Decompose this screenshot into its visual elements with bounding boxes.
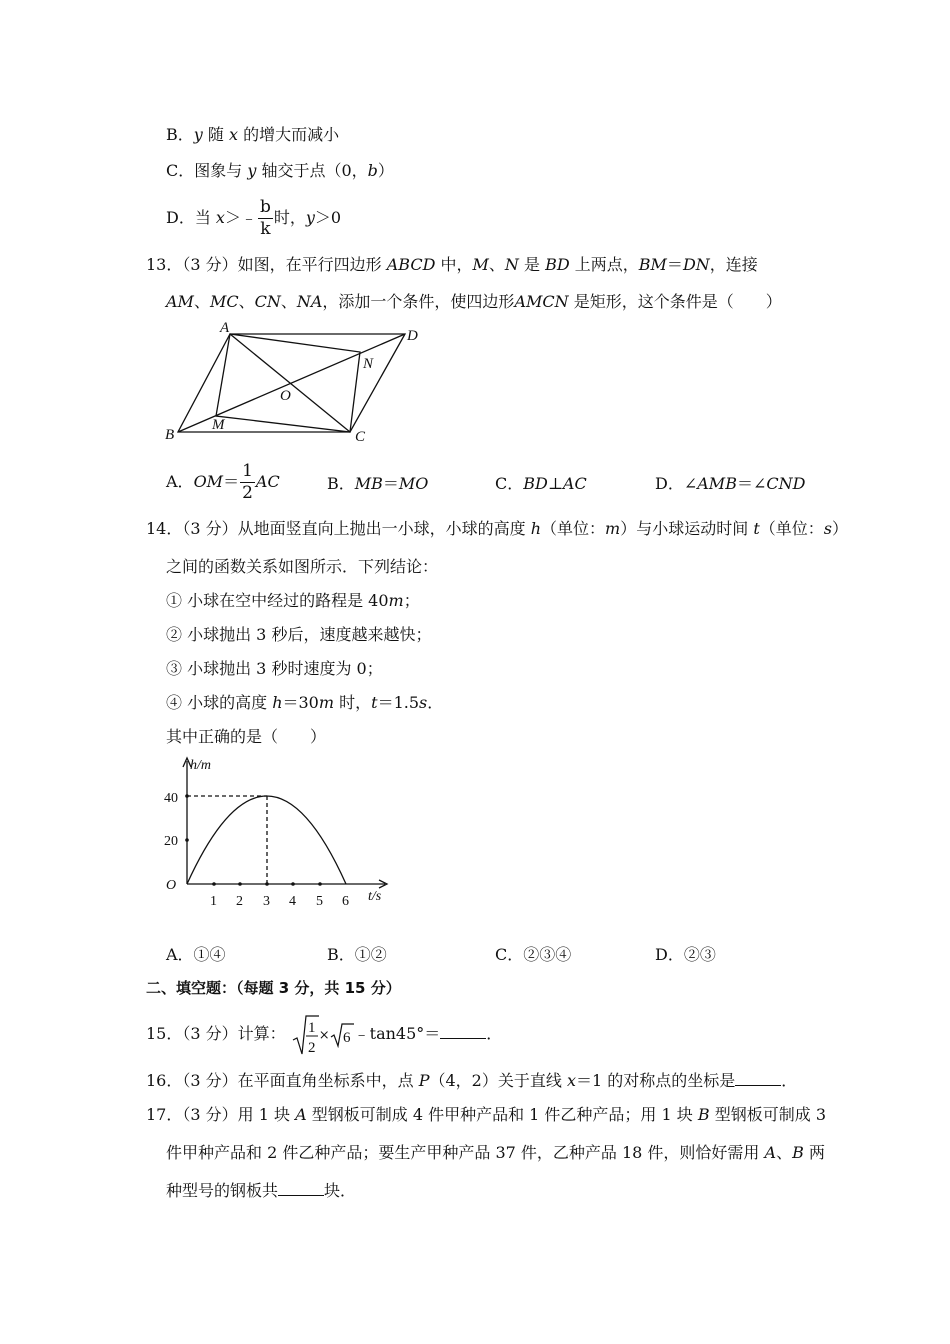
label-d: D <box>407 328 418 344</box>
q12-option-c: C．图象与 y 轴交于点（0，b） <box>166 161 394 180</box>
q13-stem-line2: AM、MC、CN、NA，添加一个条件，使四边形AMCN 是矩形，这个条件是（ ） <box>166 292 782 311</box>
q14-stem-line1: 14．（3 分）从地面竖直向上抛出一小球，小球的高度 h（单位：m）与小球运动时间 t（单位：s） <box>146 519 848 538</box>
x-tick-label-1: 1 <box>210 894 217 909</box>
label-b: B <box>165 427 175 443</box>
q14-option-c: C．②③④ <box>495 945 572 964</box>
section-heading: 二、填空题：（每题 3 分，共 15 分） <box>146 979 401 997</box>
q17-line2: 件甲种产品和 2 件乙种产品；要生产甲种产品 37 件，乙种产品 18 件，则恰好需用 A、B 两 <box>166 1143 825 1162</box>
q13-option-a: A．OM＝ $\frac{1}{2}$ AC <box>166 461 280 503</box>
answer-blank[interactable] <box>278 1181 324 1196</box>
tick-4 <box>291 882 295 886</box>
label-m: M <box>212 417 225 433</box>
q17-line3: 种型号的钢板共 块． <box>166 1181 357 1200</box>
q15: 15．（3 分）计算： 1 2 × 6 ﹣tan45°＝ ． <box>146 1012 502 1058</box>
q14-option-a: A．①④ <box>166 945 226 964</box>
tick-3 <box>265 882 269 886</box>
tick-1 <box>212 882 216 886</box>
x-tick-label-2: 2 <box>236 894 243 909</box>
y-tick-label-20: 20 <box>164 834 178 849</box>
origin-label: O <box>166 878 177 893</box>
height-time-graph <box>160 755 400 915</box>
q14-option-b: B．①② <box>327 945 387 964</box>
parallelogram-figure <box>160 318 430 448</box>
q14-stem-line2: 之间的函数关系如图所示．下列结论： <box>166 557 439 576</box>
x-tick-label-3: 3 <box>263 894 270 909</box>
q13-option-d: D．∠AMB＝∠CND <box>655 474 806 493</box>
fraction-one-half: $\frac{1}{2}$ <box>242 461 253 503</box>
tick-5 <box>318 882 322 886</box>
q13-option-b: B．MB＝MO <box>327 474 429 493</box>
q17-line1: 17．（3 分）用 1 块 A 型钢板可制成 4 件甲种产品和 1 件乙种产品；用 1 块 B 型钢板可制成 3 <box>146 1105 826 1124</box>
q14-option-d: D．②③ <box>655 945 716 964</box>
q12-option-b: B．y 随 x 的增大而减小 <box>166 125 340 144</box>
y-tick-label-40: 40 <box>164 791 178 806</box>
svg-text:1: 1 <box>307 1019 316 1036</box>
q16: 16．（3 分）在平面直角坐标系中，点 P（4，2）关于直线 x＝1 的对称点的坐标是 ． <box>146 1071 798 1090</box>
answer-blank[interactable] <box>735 1071 781 1086</box>
sqrt-one-half <box>291 1014 319 1056</box>
svg-text:2: 2 <box>307 1039 316 1056</box>
tick-y-40 <box>185 794 189 798</box>
label-o: O <box>280 388 291 404</box>
svg-text:6: 6 <box>342 1029 351 1046</box>
y-axis-label: h/m <box>190 758 211 773</box>
q13-stem-line1: 13．（3 分）如图，在平行四边形 ABCD 中，M、N 是 BD 上两点，BM＝DN，连接 <box>146 255 758 274</box>
answer-blank[interactable] <box>440 1024 486 1039</box>
q13-option-c: C．BD⊥AC <box>495 474 587 493</box>
q12-option-d: D．当 x＞﹣ $\frac{b}{k}$ 时，y＞0 <box>166 197 342 239</box>
fraction-b-over-k: $\frac{b}{k}$ <box>259 197 271 239</box>
label-c: C <box>355 429 366 445</box>
q14-question: 其中正确的是（ ） <box>166 727 327 746</box>
x-axis-label: t/s <box>368 889 382 904</box>
q14-statement-2: ② 小球抛出 3 秒后，速度越来越快； <box>166 625 432 644</box>
x-tick-label-6: 6 <box>342 894 349 909</box>
q14-statement-3: ③ 小球抛出 3 秒时速度为 0； <box>166 659 383 678</box>
x-tick-label-5: 5 <box>316 894 323 909</box>
x-tick-label-4: 4 <box>289 894 296 909</box>
q14-statement-1: ① 小球在空中经过的路程是 40m； <box>166 591 420 610</box>
sqrt-six <box>330 1022 354 1048</box>
label-a: A <box>220 320 230 336</box>
q14-statement-4: ④ 小球的高度 h＝30m 时，t＝1.5s． <box>166 693 444 712</box>
label-n: N <box>363 356 374 372</box>
quadrilateral-amcn <box>216 334 360 432</box>
tick-2 <box>238 882 242 886</box>
tick-y-20 <box>185 838 189 842</box>
